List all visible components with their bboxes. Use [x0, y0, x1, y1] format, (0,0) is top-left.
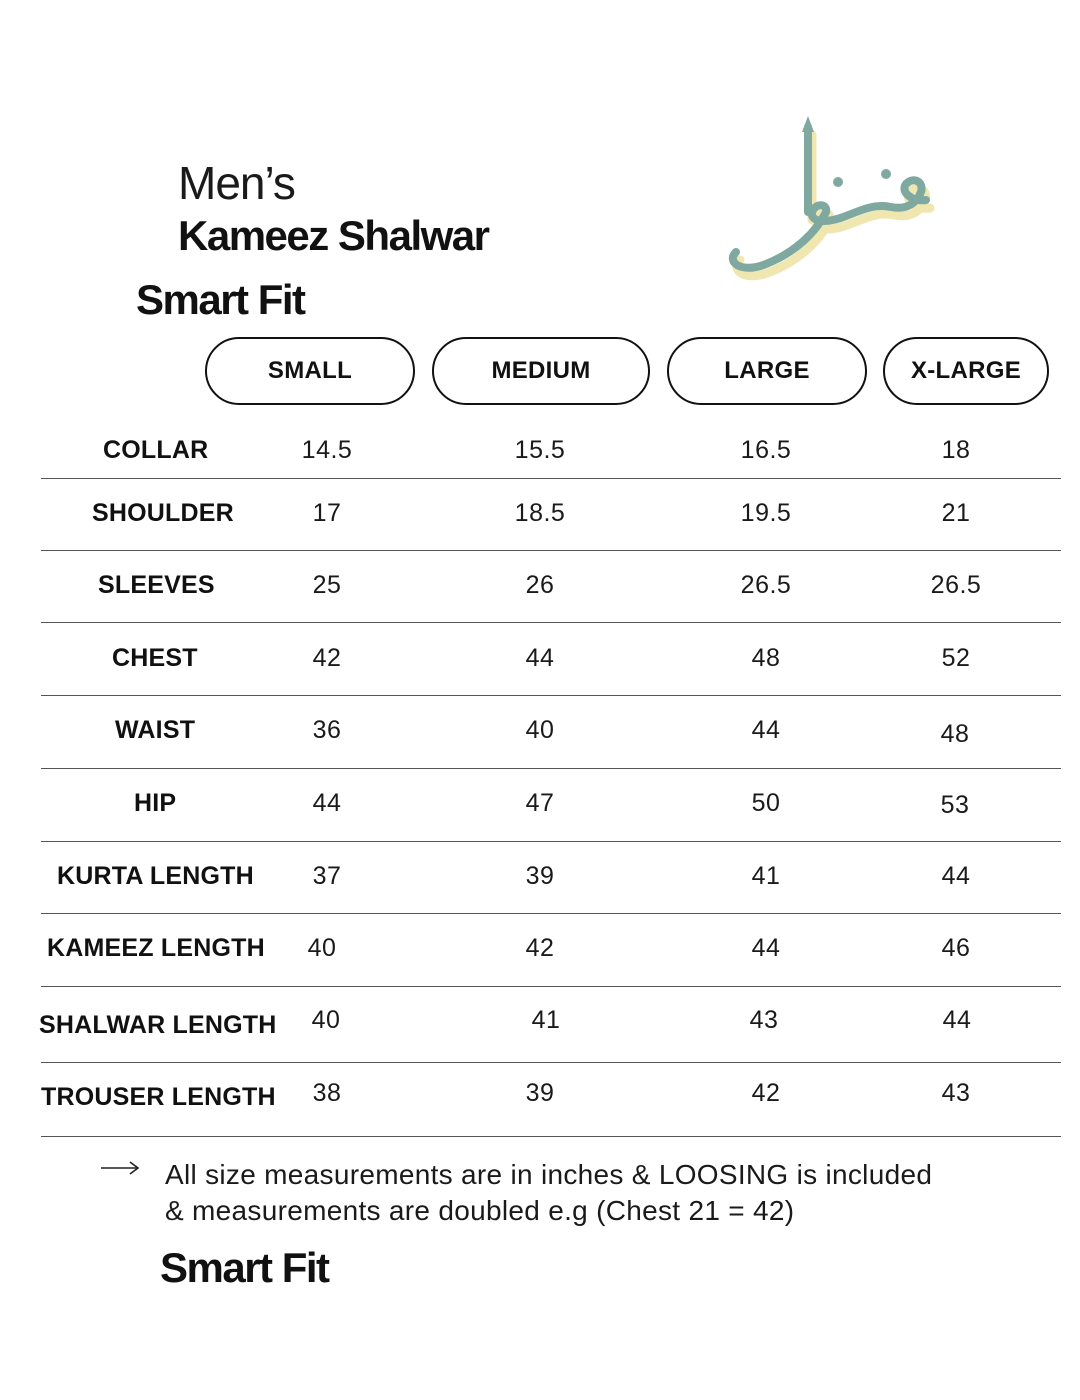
fit-title: Smart Fit	[136, 276, 305, 323]
row-label-waist: WAIST	[115, 716, 196, 744]
cell-chest-large: 48	[751, 644, 781, 672]
cell-chest-xlarge: 52	[941, 644, 971, 672]
cell-kameez-large: 44	[751, 934, 781, 962]
measurement-note	[165, 1157, 932, 1229]
cell-kurta-xlarge: 44	[941, 862, 971, 890]
cell-kameez-xlarge: 46	[941, 934, 971, 962]
cell-trouser-large: 42	[751, 1079, 781, 1107]
size-pill-medium: MEDIUM	[432, 337, 650, 405]
size-pill-small: SMALL	[205, 337, 415, 405]
cell-collar-medium: 15.5	[514, 436, 566, 464]
size-pill-large: LARGE	[667, 337, 867, 405]
cell-kurta-medium: 39	[525, 862, 555, 890]
cell-sleeves-small: 25	[312, 571, 342, 599]
cell-kurta-large: 41	[751, 862, 781, 890]
row-label-shalwar-length: SHALWAR LENGTH	[39, 1011, 277, 1039]
cell-waist-large: 44	[751, 716, 781, 744]
cell-shoulder-medium: 18.5	[514, 499, 566, 527]
row-divider	[41, 986, 1061, 987]
cell-shalwar-large: 43	[749, 1006, 779, 1034]
row-label-chest: CHEST	[112, 644, 198, 672]
row-label-trouser-length: TROUSER LENGTH	[41, 1083, 276, 1111]
cell-hip-large: 50	[751, 789, 781, 817]
cell-hip-small: 44	[312, 789, 342, 817]
row-divider	[41, 695, 1061, 696]
row-divider	[41, 550, 1061, 551]
cell-kurta-small: 37	[312, 862, 342, 890]
row-divider	[41, 841, 1061, 842]
title-mens: Men’s	[178, 157, 295, 209]
cell-kameez-medium: 42	[525, 934, 555, 962]
cell-hip-xlarge: 53	[940, 791, 970, 819]
row-label-kameez-length: KAMEEZ LENGTH	[47, 934, 265, 962]
footer-fit-title: Smart Fit	[160, 1244, 329, 1291]
row-divider	[41, 1062, 1061, 1063]
cell-waist-small: 36	[312, 716, 342, 744]
cell-shoulder-large: 19.5	[740, 499, 792, 527]
row-label-kurta-length: KURTA LENGTH	[57, 862, 254, 890]
row-divider	[41, 913, 1061, 914]
title-kameez-shalwar: Kameez Shalwar	[178, 212, 489, 259]
row-divider	[41, 768, 1061, 769]
cell-collar-large: 16.5	[740, 436, 792, 464]
logo-main	[733, 127, 926, 268]
cell-collar-xlarge: 18	[941, 436, 971, 464]
cell-waist-medium: 40	[525, 716, 555, 744]
arrow-right-icon	[100, 1158, 140, 1178]
cell-kameez-small: 40	[307, 934, 337, 962]
row-label-shoulder: SHOULDER	[92, 499, 234, 527]
cell-shalwar-medium: 41	[531, 1006, 561, 1034]
row-label-sleeves: SLEEVES	[98, 571, 215, 599]
cell-sleeves-large: 26.5	[740, 571, 792, 599]
cell-shoulder-xlarge: 21	[941, 499, 971, 527]
brand-logo	[716, 112, 946, 292]
cell-trouser-medium: 39	[525, 1079, 555, 1107]
row-divider	[41, 622, 1061, 623]
cell-chest-small: 42	[312, 644, 342, 672]
cell-collar-small: 14.5	[301, 436, 353, 464]
size-pill-x-large: X-LARGE	[883, 337, 1049, 405]
row-label-collar: COLLAR	[103, 436, 209, 464]
cell-hip-medium: 47	[525, 789, 555, 817]
cell-shoulder-small: 17	[312, 499, 342, 527]
cell-chest-medium: 44	[525, 644, 555, 672]
cell-sleeves-xlarge: 26.5	[930, 571, 982, 599]
cell-trouser-small: 38	[312, 1079, 342, 1107]
row-label-hip: HIP	[134, 789, 177, 817]
note-line-2: & measurements are doubled e.g (Chest 21 = 42)	[165, 1195, 795, 1226]
cell-waist-xlarge: 48	[940, 720, 970, 748]
cell-shalwar-small: 40	[311, 1006, 341, 1034]
note-line-1: All size measurements are in inches & LOOSING is included	[165, 1159, 933, 1190]
cell-sleeves-medium: 26	[525, 571, 555, 599]
row-divider	[41, 478, 1061, 479]
cell-shalwar-xlarge: 44	[942, 1006, 972, 1034]
cell-trouser-xlarge: 43	[941, 1079, 971, 1107]
row-divider	[41, 1136, 1061, 1137]
